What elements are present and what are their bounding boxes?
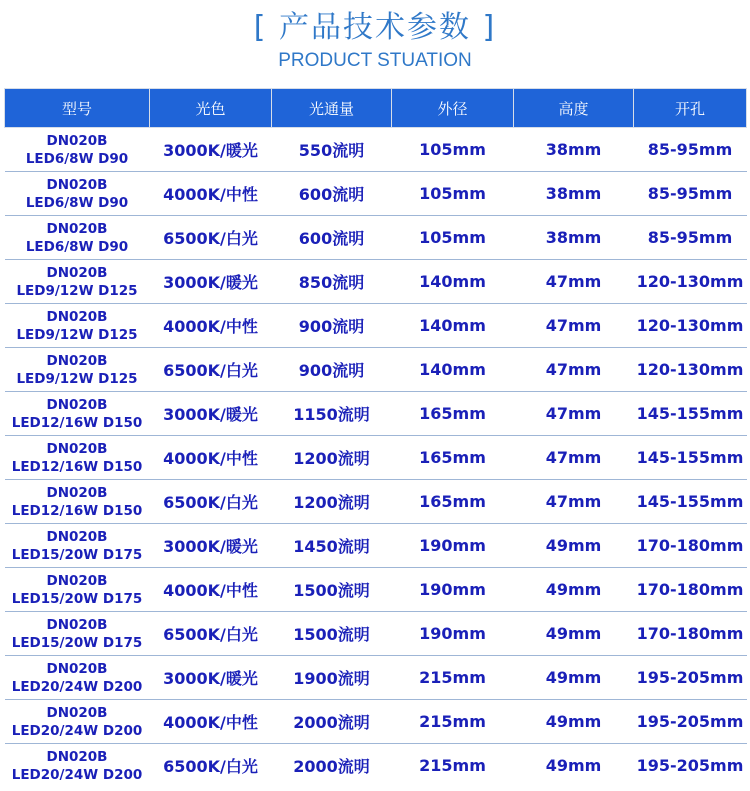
cell-model [5, 612, 150, 656]
cell-flux: 2000流明 [272, 700, 392, 744]
table-row [5, 744, 747, 788]
column-header-flux: 光通量 [272, 89, 392, 128]
cell-model [5, 656, 150, 700]
model-code: DN020B [46, 572, 108, 589]
table-row [5, 392, 747, 436]
table-header-row [5, 89, 747, 128]
cell-diameter: 105mm [392, 128, 514, 172]
cell-height: 49mm [514, 700, 634, 744]
cell-cutout: 85-95mm [634, 216, 747, 260]
table-row [5, 128, 747, 172]
cell-model [5, 260, 150, 304]
table-row [5, 436, 747, 480]
cell-model [5, 304, 150, 348]
model-spec: LED9/12W D125 [16, 282, 138, 299]
cell-cutout: 145-155mm [634, 392, 747, 436]
model-spec: LED15/20W D175 [11, 590, 143, 607]
cell-flux: 1500流明 [272, 612, 392, 656]
table-body [5, 128, 747, 788]
model-spec: LED20/24W D200 [11, 722, 143, 739]
cell-model [5, 744, 150, 788]
table-row [5, 568, 747, 612]
cell-diameter: 140mm [392, 348, 514, 392]
cell-flux: 900流明 [272, 348, 392, 392]
cell-flux: 600流明 [272, 172, 392, 216]
cell-diameter: 190mm [392, 524, 514, 568]
cell-height: 49mm [514, 568, 634, 612]
cell-color: 6500K/白光 [150, 480, 272, 524]
table-row [5, 348, 747, 392]
cell-model [5, 348, 150, 392]
cell-diameter: 165mm [392, 480, 514, 524]
model-code: DN020B [46, 704, 108, 721]
model-spec: LED6/8W D90 [25, 150, 129, 167]
cell-diameter: 165mm [392, 392, 514, 436]
table-row [5, 612, 747, 656]
cell-color: 6500K/白光 [150, 216, 272, 260]
cell-diameter: 105mm [392, 216, 514, 260]
cell-flux: 850流明 [272, 260, 392, 304]
cell-cutout: 120-130mm [634, 348, 747, 392]
cell-height: 47mm [514, 436, 634, 480]
page-title: [ 产品技术参数 ] [253, 10, 497, 45]
cell-model [5, 172, 150, 216]
table-row [5, 524, 747, 568]
model-spec: LED20/24W D200 [11, 678, 143, 695]
model-spec: LED9/12W D125 [16, 370, 138, 387]
column-header-diameter: 外径 [392, 89, 514, 128]
cell-model [5, 436, 150, 480]
cell-height: 49mm [514, 524, 634, 568]
page-subtitle: PRODUCT STUATION [278, 50, 472, 71]
cell-flux: 550流明 [272, 128, 392, 172]
cell-cutout: 85-95mm [634, 172, 747, 216]
model-code: DN020B [46, 176, 108, 193]
cell-cutout: 120-130mm [634, 260, 747, 304]
spec-table [4, 88, 747, 787]
cell-flux: 1450流明 [272, 524, 392, 568]
cell-diameter: 215mm [392, 700, 514, 744]
model-spec: LED6/8W D90 [25, 194, 129, 211]
cell-diameter: 190mm [392, 568, 514, 612]
cell-model [5, 392, 150, 436]
cell-height: 47mm [514, 304, 634, 348]
cell-color: 3000K/暖光 [150, 392, 272, 436]
model-code: DN020B [46, 220, 108, 237]
model-code: DN020B [46, 308, 108, 325]
model-spec: LED12/16W D150 [11, 458, 143, 475]
cell-height: 47mm [514, 480, 634, 524]
page-header [0, 0, 750, 88]
table-row [5, 216, 747, 260]
table-row [5, 260, 747, 304]
cell-diameter: 105mm [392, 172, 514, 216]
model-code: DN020B [46, 484, 108, 501]
cell-diameter: 215mm [392, 656, 514, 700]
cell-model [5, 480, 150, 524]
column-header-cutout: 开孔 [634, 89, 747, 128]
model-code: DN020B [46, 132, 108, 149]
model-code: DN020B [46, 396, 108, 413]
cell-color: 4000K/中性 [150, 172, 272, 216]
model-code: DN020B [46, 440, 108, 457]
cell-flux: 1150流明 [272, 392, 392, 436]
cell-model [5, 524, 150, 568]
cell-flux: 600流明 [272, 216, 392, 260]
model-code: DN020B [46, 528, 108, 545]
cell-flux: 1900流明 [272, 656, 392, 700]
cell-color: 3000K/暖光 [150, 656, 272, 700]
cell-diameter: 140mm [392, 260, 514, 304]
model-spec: LED6/8W D90 [25, 238, 129, 255]
cell-cutout: 170-180mm [634, 612, 747, 656]
cell-height: 49mm [514, 612, 634, 656]
column-header-height: 高度 [514, 89, 634, 128]
cell-model [5, 216, 150, 260]
cell-cutout: 170-180mm [634, 524, 747, 568]
cell-flux: 2000流明 [293, 757, 370, 776]
cell-color: 4000K/中性 [150, 304, 272, 348]
model-spec: LED15/20W D175 [11, 634, 143, 651]
cell-color: 6500K/白光 [150, 612, 272, 656]
cell-color: 3000K/暖光 [150, 524, 272, 568]
cell-flux: 900流明 [272, 304, 392, 348]
cell-model [5, 568, 150, 612]
table-row [5, 656, 747, 700]
model-code: DN020B [46, 264, 108, 281]
table-row [5, 480, 747, 524]
cell-flux: 1500流明 [272, 568, 392, 612]
cell-height: 38mm [514, 128, 634, 172]
table-row [5, 304, 747, 348]
cell-cutout: 85-95mm [634, 128, 747, 172]
cell-cutout: 145-155mm [634, 436, 747, 480]
model-spec: LED9/12W D125 [16, 326, 138, 343]
cell-color: 6500K/白光 [150, 348, 272, 392]
cell-color: 4000K/中性 [150, 568, 272, 612]
model-spec: LED12/16W D150 [11, 414, 143, 431]
cell-color: 6500K/白光 [163, 757, 258, 776]
cell-diameter: 165mm [392, 436, 514, 480]
cell-height: 47mm [514, 392, 634, 436]
cell-diameter: 215mm [419, 756, 486, 775]
cell-cutout: 170-180mm [634, 568, 747, 612]
cell-flux: 1200流明 [272, 436, 392, 480]
model-code: DN020B [46, 616, 108, 633]
cell-height: 38mm [514, 216, 634, 260]
cell-color: 3000K/暖光 [150, 260, 272, 304]
cell-height: 49mm [545, 756, 602, 775]
model-code: DN020B [46, 660, 108, 677]
model-spec: LED15/20W D175 [11, 546, 143, 563]
model-code: DN020B [46, 352, 108, 369]
model-spec: LED20/24W D200 [11, 766, 143, 783]
cell-model [5, 128, 150, 172]
cell-diameter: 190mm [392, 612, 514, 656]
cell-model [5, 700, 150, 744]
cell-height: 47mm [514, 348, 634, 392]
cell-color: 4000K/中性 [150, 700, 272, 744]
cell-color: 4000K/中性 [150, 436, 272, 480]
table-row [5, 700, 747, 744]
cell-height: 47mm [514, 260, 634, 304]
cell-diameter: 140mm [392, 304, 514, 348]
cell-cutout: 195-205mm [634, 656, 747, 700]
cell-flux: 1200流明 [272, 480, 392, 524]
cell-height: 49mm [514, 656, 634, 700]
model-spec: LED12/16W D150 [11, 502, 143, 519]
cell-height: 38mm [514, 172, 634, 216]
cell-cutout: 120-130mm [634, 304, 747, 348]
model-code: DN020B [46, 748, 108, 765]
cell-cutout: 195-205mm [634, 700, 747, 744]
cell-cutout: 145-155mm [634, 480, 747, 524]
cell-color: 3000K/暖光 [150, 128, 272, 172]
table-row [5, 172, 747, 216]
column-header-color: 光色 [150, 89, 272, 128]
cell-cutout: 195-205mm [636, 756, 744, 775]
column-header-model: 型号 [5, 89, 150, 128]
